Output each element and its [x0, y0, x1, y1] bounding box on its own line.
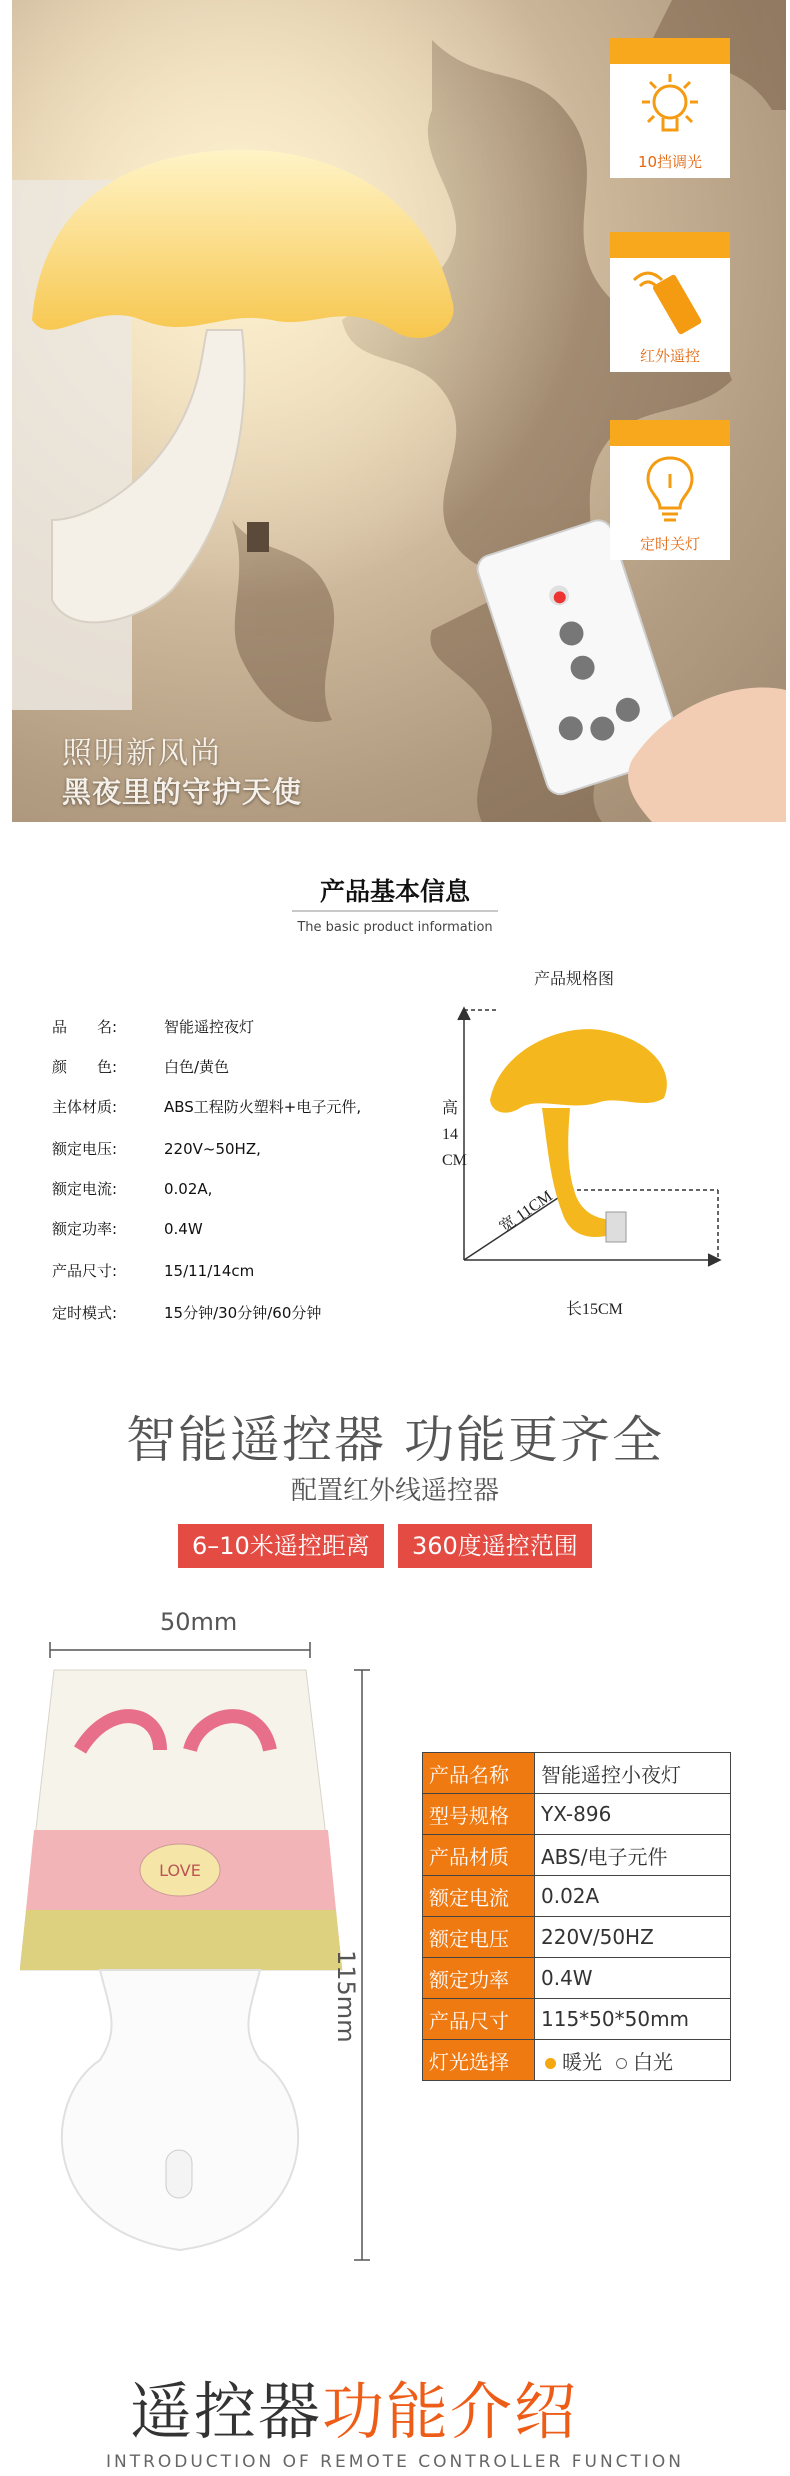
table-row	[423, 1999, 731, 2040]
info-value: 220V~50HZ,	[164, 1140, 261, 1158]
spec-value: 0.4W	[535, 1958, 731, 1999]
info-value: 15/11/14cm	[164, 1262, 255, 1280]
spec-key: 产品名称	[423, 1753, 535, 1794]
table-row	[423, 1794, 731, 1835]
info-key: 定时模式:	[52, 1304, 118, 1322]
dim-width: 宽 11CM	[496, 1187, 556, 1237]
spec-value: ABS/电子元件	[535, 1835, 731, 1876]
timer-bulb-icon	[628, 452, 712, 528]
feature-remote	[610, 232, 730, 372]
dim-length: 长15CM	[566, 1301, 623, 1318]
info-key: 额定功率:	[52, 1220, 118, 1238]
info-row	[52, 1138, 261, 1159]
info-key: 主体材质:	[52, 1098, 118, 1116]
table-row	[423, 2040, 731, 2081]
spec-value: 0.02A	[535, 1876, 731, 1917]
spec-key: 额定电流	[423, 1876, 535, 1917]
spec-value: 115*50*50mm	[535, 1999, 731, 2040]
warm-light-label: 暖光	[562, 2049, 602, 2074]
feature-label: 定时关灯	[639, 535, 700, 553]
info-value: 白色/黄色	[164, 1058, 230, 1076]
spec-key: 产品尺寸	[423, 1999, 535, 2040]
spec-diagram	[450, 1000, 770, 1320]
info-row	[52, 1178, 212, 1199]
spec-key: 产品材质	[423, 1835, 535, 1876]
tag-remote-range: 360度遥控范围	[398, 1524, 592, 1568]
bulb-icon	[628, 70, 712, 146]
info-value: 0.02A,	[164, 1180, 213, 1198]
info-key: 品 名:	[52, 1018, 118, 1036]
spec-table	[422, 1752, 731, 2081]
info-value: 0.4W	[164, 1220, 203, 1238]
info-key: 额定电流:	[52, 1180, 118, 1198]
spec-key: 型号规格	[423, 1794, 535, 1835]
footer-title	[130, 2362, 578, 2451]
spec-value: 智能遥控小夜灯	[535, 1753, 731, 1794]
remote-section-title: 智能遥控器 功能更齐全	[126, 1411, 664, 1469]
hero-banner	[12, 0, 786, 822]
spec-value: YX-896	[535, 1794, 731, 1835]
white-light-label: 白光	[633, 2049, 673, 2074]
feature-dimming	[610, 38, 730, 178]
table-row	[423, 1917, 731, 1958]
table-row	[423, 1835, 731, 1876]
spec-key: 灯光选择	[423, 2040, 535, 2081]
section-title-basic-info: 产品基本信息	[319, 877, 470, 906]
tag-remote-distance: 6–10米遥控距离	[178, 1524, 384, 1568]
spec-diagram-title: 产品规格图	[534, 969, 615, 988]
info-value: 智能遥控夜灯	[164, 1018, 255, 1036]
info-row	[52, 1218, 203, 1239]
info-row	[52, 1056, 229, 1077]
spec-key: 额定功率	[423, 1958, 535, 1999]
feature-timer	[610, 420, 730, 560]
dim-height: 高 14 CM	[442, 1100, 467, 1169]
hero-title: 照明新风尚	[62, 736, 222, 771]
warm-light-dot-icon	[545, 2058, 556, 2069]
info-key: 产品尺寸:	[52, 1262, 118, 1280]
table-row	[423, 1876, 731, 1917]
feature-label: 10挡调光	[637, 153, 703, 171]
footer-subtitle: INTRODUCTION OF REMOTE CONTROLLER FUNCTION	[105, 2452, 685, 2472]
table-row	[423, 1753, 731, 1794]
remote-icon	[628, 264, 712, 340]
info-key: 额定电压:	[52, 1140, 118, 1158]
remote-section-subtitle: 配置红外线遥控器	[290, 1476, 499, 1506]
title-divider	[292, 910, 498, 912]
info-value: 15分钟/30分钟/60分钟	[164, 1304, 322, 1322]
white-light-dot-icon	[616, 2058, 627, 2069]
info-row	[52, 1096, 361, 1117]
footer-title-b: 功能介绍	[322, 2375, 579, 2448]
info-row	[52, 1260, 254, 1281]
footer-title-a: 遥控器	[130, 2375, 323, 2448]
info-row	[52, 1302, 321, 1323]
spec-key: 额定电压	[423, 1917, 535, 1958]
lamp-shade-text: LOVE	[159, 1861, 201, 1880]
dim-width-label: 50mm	[160, 1608, 238, 1636]
light-choice	[535, 2040, 731, 2081]
feature-label: 红外遥控	[639, 347, 700, 365]
info-row	[52, 1016, 254, 1037]
info-key: 颜 色:	[52, 1058, 118, 1076]
table-row	[423, 1958, 731, 1999]
dim-height-label: 115mm	[332, 1950, 360, 2043]
hero-subtitle: 黑夜里的守护天使	[62, 775, 303, 809]
info-value: ABS工程防火塑料+电子元件,	[164, 1098, 362, 1116]
section-subtitle-basic-info: The basic product information	[297, 920, 493, 935]
spec-value: 220V/50HZ	[535, 1917, 731, 1958]
